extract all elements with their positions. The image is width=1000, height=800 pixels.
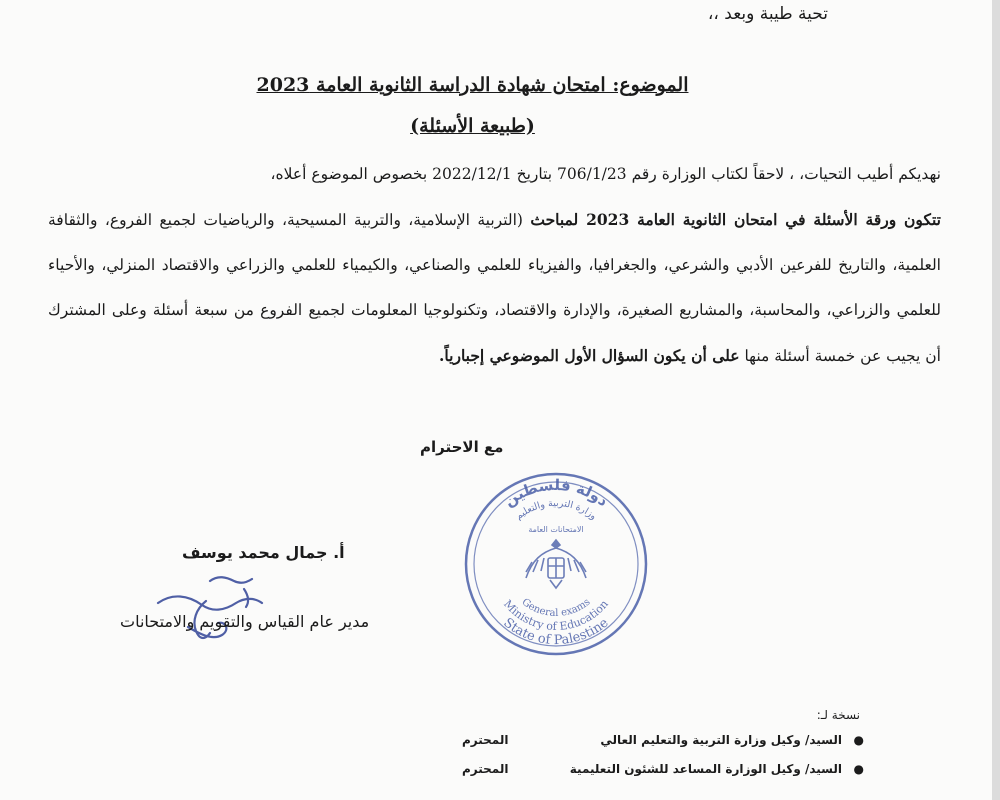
body-bold-part-1: تتكون ورقة الأسئلة في امتحان الثانوية العامة 2023 لمباحث <box>530 210 941 229</box>
subject-title: الموضوع: امتحان شهادة الدراسة الثانوية العامة 2023 <box>256 74 689 96</box>
letter-body <box>48 152 941 379</box>
copy-recipient <box>462 733 864 755</box>
recipient-name: السيد/ وكيل الوزارة المساعد للشئون التعليمية <box>569 762 842 776</box>
seal-arabic-dept: الامتحانات العامة <box>528 525 584 534</box>
seal-english-state: State of Palestine <box>500 615 612 649</box>
seal-english-dept: General exams <box>519 596 593 620</box>
copies-label: نسخة لـ: <box>816 708 860 722</box>
eagle-emblem-icon <box>526 540 586 588</box>
seal-arabic-ministry: وزارة التربية والتعليم <box>513 497 599 523</box>
svg-text:وزارة التربية والتعليم <box>513 498 598 522</box>
bullet-icon: ● <box>853 733 864 747</box>
recipient-honorific: المحترم <box>462 733 509 747</box>
recipient-name: السيد/ وكيل وزارة التربية والتعليم العالي <box>600 733 842 747</box>
official-seal <box>462 470 650 658</box>
signatory-title: مدير عام القياس والتقويم والامتحانات <box>120 612 370 631</box>
seal-english-ministry: Ministry of Education <box>501 597 611 634</box>
body-subjects-list: (التربية الإسلامية، والتربية المسيحية، والرياضيات لجميع الفروع، والثقافة العلمية، والتاريخ للفرعين الأدبي والشرعي، والجغرافيا، والفيزياء للعلمي والصناعي، والكيمياء للعلمي والزراعي والاقتصاد المنزلي، والأحياء للعلمي والزراعي، والمحاسبة، والمشاريع الصغيرة، والإدارة والاقتصاد، وتكنولوجيا المعلومات لجميع الفروع من سبعة أسئلة وعلى المشترك أن يجيب عن خمسة أسئلة منها <box>48 211 941 365</box>
recipient-honorific: المحترم <box>462 762 509 776</box>
signatory-name: أ. جمال محمد يوسف <box>182 543 345 562</box>
bullet-icon: ● <box>853 762 864 776</box>
body-bold-part-2: على أن يكون السؤال الأول الموضوعي إجبارياً. <box>439 346 740 365</box>
greeting: تحية طيبة وبعد ،، <box>707 4 828 24</box>
copy-recipient <box>462 762 864 784</box>
closing-text: مع الاحترام <box>420 438 504 456</box>
subject-subtitle: (طبيعة الأسئلة) <box>410 115 535 137</box>
page-edge <box>992 0 1000 800</box>
body-intro: نهديكم أطيب التحيات، ، لاحقاً لكتاب الوزارة رقم 706/1/23 بتاريخ 2022/12/1 بخصوص الموضوع أعلاه، <box>270 165 941 183</box>
seal-arabic-top: دولة فلسطين <box>500 475 612 511</box>
